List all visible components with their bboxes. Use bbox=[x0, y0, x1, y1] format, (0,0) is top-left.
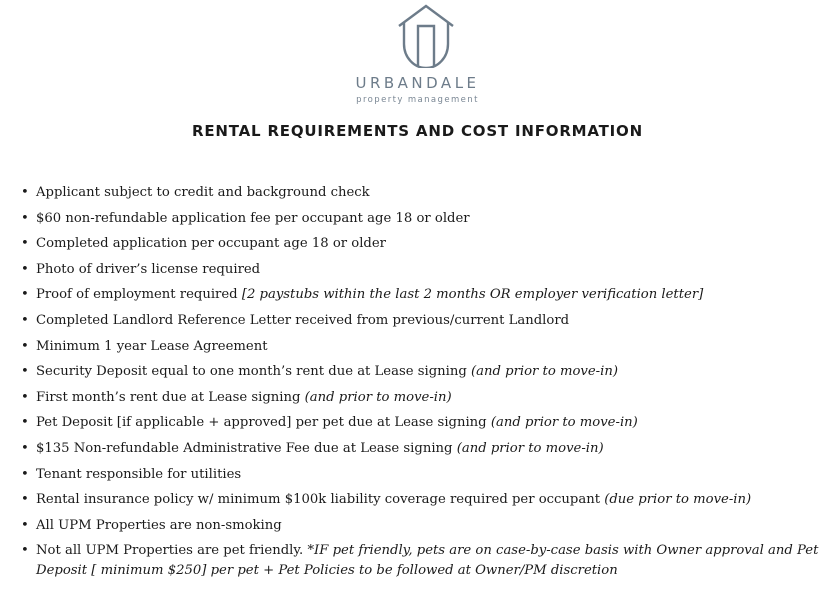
list-item: • Completed application per occupant age 18 or older bbox=[21, 231, 821, 257]
list-item: • Applicant subject to credit and background check bbox=[21, 180, 821, 206]
brand-tagline: property management bbox=[356, 95, 479, 105]
list-item: • $135 Non-refundable Administrative Fee due at Lease signing (and prior to move-in) bbox=[21, 436, 821, 462]
list-item: • Photo of driver’s license required bbox=[21, 257, 821, 283]
list-item: • Rental insurance policy w/ minimum $100k liability coverage required per occupant (due prior to move-in) bbox=[21, 487, 821, 513]
requirements-list bbox=[21, 180, 821, 581]
list-item: • Minimum 1 year Lease Agreement bbox=[21, 334, 821, 360]
list-item: • $60 non-refundable application fee per occupant age 18 or older bbox=[21, 206, 821, 232]
brand-name: URBANDALE bbox=[355, 74, 480, 92]
list-item: • Security Deposit equal to one month’s rent due at Lease signing (and prior to move-in) bbox=[21, 359, 821, 385]
list-item: • All UPM Properties are non-smoking bbox=[21, 513, 821, 539]
page-title: RENTAL REQUIREMENTS AND COST INFORMATION bbox=[192, 122, 643, 140]
list-item: • Completed Landlord Reference Letter received from previous/current Landlord bbox=[21, 308, 821, 334]
list-item: • Not all UPM Properties are pet friendly. *IF pet friendly, pets are on case-by-case basis with Owner approval and Pet Deposit [ minimum $250] per pet + Pet Policies to be followed at Owner/PM discretion bbox=[21, 538, 821, 581]
list-item: • Pet Deposit [if applicable + approved] per pet due at Lease signing (and prior to move-in) bbox=[21, 410, 821, 436]
house-logo-icon bbox=[396, 4, 456, 68]
list-item: • Tenant responsible for utilities bbox=[21, 462, 821, 488]
list-item: • First month’s rent due at Lease signing (and prior to move-in) bbox=[21, 385, 821, 411]
list-item: • Proof of employment required [2 paystubs within the last 2 months OR employer verification letter] bbox=[21, 282, 821, 308]
